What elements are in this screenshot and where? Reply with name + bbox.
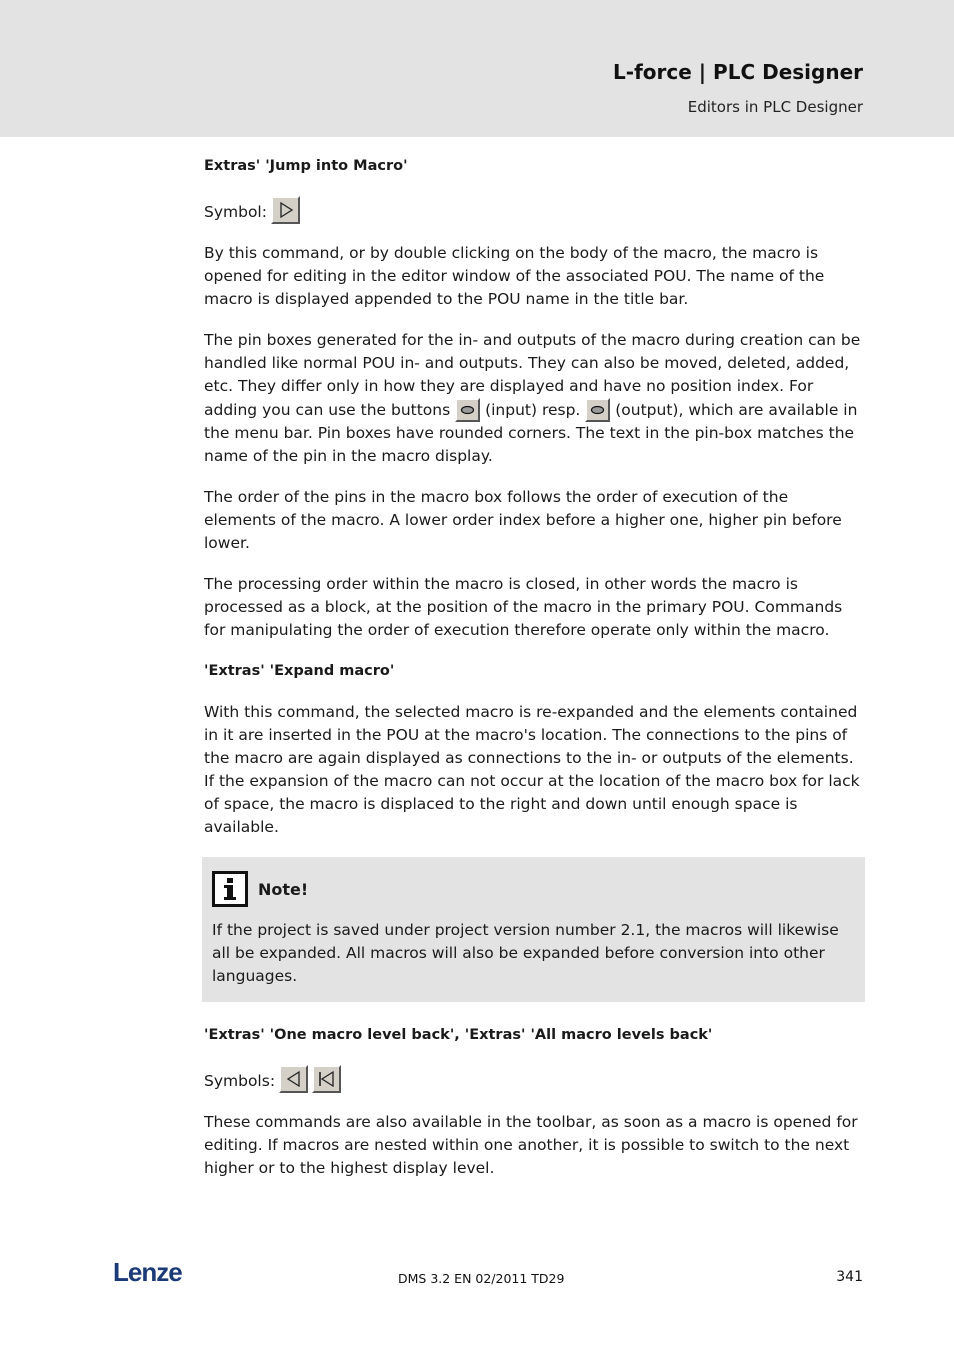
paragraph-part: The pin boxes generated for the in- and outputs of the macro during creation can be handled like normal POU in- and outputs. They can also be moved, deleted, added, etc. They differ only in how they are displayed and have no position index. For adding you can use the buttons	[204, 331, 861, 419]
symbol-line	[204, 196, 864, 224]
paragraph-pin-boxes	[204, 329, 864, 468]
note-title: Note!	[258, 879, 309, 899]
paragraph: The order of the pins in the macro box follows the order of execution of the elements of the macro. A lower order index before a higher one, higher pin before lower.	[204, 488, 842, 552]
note-text: If the project is saved under project version number 2.1, the macros will likewise all be expanded. All macros will also be expanded before conversion into other languages.	[212, 921, 839, 985]
paragraph: The processing order within the macro is closed, in other words the macro is processed as a block, at the position of the macro in the primary POU. Commands for manipulating the order of execution therefore operate only within the macro.	[204, 575, 843, 639]
info-icon	[212, 871, 248, 907]
paragraph: These commands are also available in the toolbar, as soon as a macro is opened for editing. If macros are nested within one another, it is possible to switch to the next higher or to the highest display level.	[204, 1113, 858, 1177]
first-level-icon	[312, 1065, 341, 1093]
paragraph: With this command, the selected macro is re-expanded and the elements contained in it are inserted in the POU at the macro's location. The connections to the pins of the macro are again displayed as connections to the in- or outputs of the elements. If the expansion of the macro can not occur at the location of the macro box for lack of space, the macro is displaced to the right and down until enough space is available.	[204, 703, 860, 836]
paragraph: By this command, or by double clicking on the body of the macro, the macro is opened for editing in the editor window of the associated POU. The name of the macro is displayed appended to the POU name in the title bar.	[204, 244, 825, 308]
page-header	[0, 0, 954, 137]
section-heading-macro-levels-back: 'Extras' 'One macro level back', 'Extras' 'All macro levels back'	[204, 1027, 713, 1043]
page-content	[204, 155, 864, 1198]
input-pin-icon	[455, 398, 480, 422]
note-box	[202, 857, 865, 1002]
header-subtitle: Editors in PLC Designer	[687, 98, 863, 116]
back-triangle-icon	[279, 1065, 308, 1093]
page-number: 341	[836, 1269, 863, 1285]
paragraph-part: (output), which are available in the menu bar. Pin boxes have rounded corners. The text in the pin-box matches the name of the pin in the macro display.	[204, 401, 858, 465]
header-title: L-force | PLC Designer	[613, 60, 863, 84]
lenze-logo	[113, 1259, 193, 1291]
section-heading-jump-into-macro: Extras' 'Jump into Macro'	[204, 158, 408, 174]
symbols-line	[204, 1065, 864, 1093]
note-header	[212, 871, 855, 907]
symbols-label: Symbols:	[204, 1072, 276, 1090]
output-pin-icon	[585, 398, 610, 422]
svg-text:Lenze: Lenze	[113, 1259, 182, 1287]
play-triangle-icon	[271, 196, 300, 224]
document-id: DMS 3.2 EN 02/2011 TD29	[398, 1271, 565, 1286]
symbol-label: Symbol:	[204, 203, 267, 221]
section-heading-expand-macro: 'Extras' 'Expand macro'	[204, 663, 395, 679]
paragraph-part: (input) resp.	[485, 401, 581, 419]
